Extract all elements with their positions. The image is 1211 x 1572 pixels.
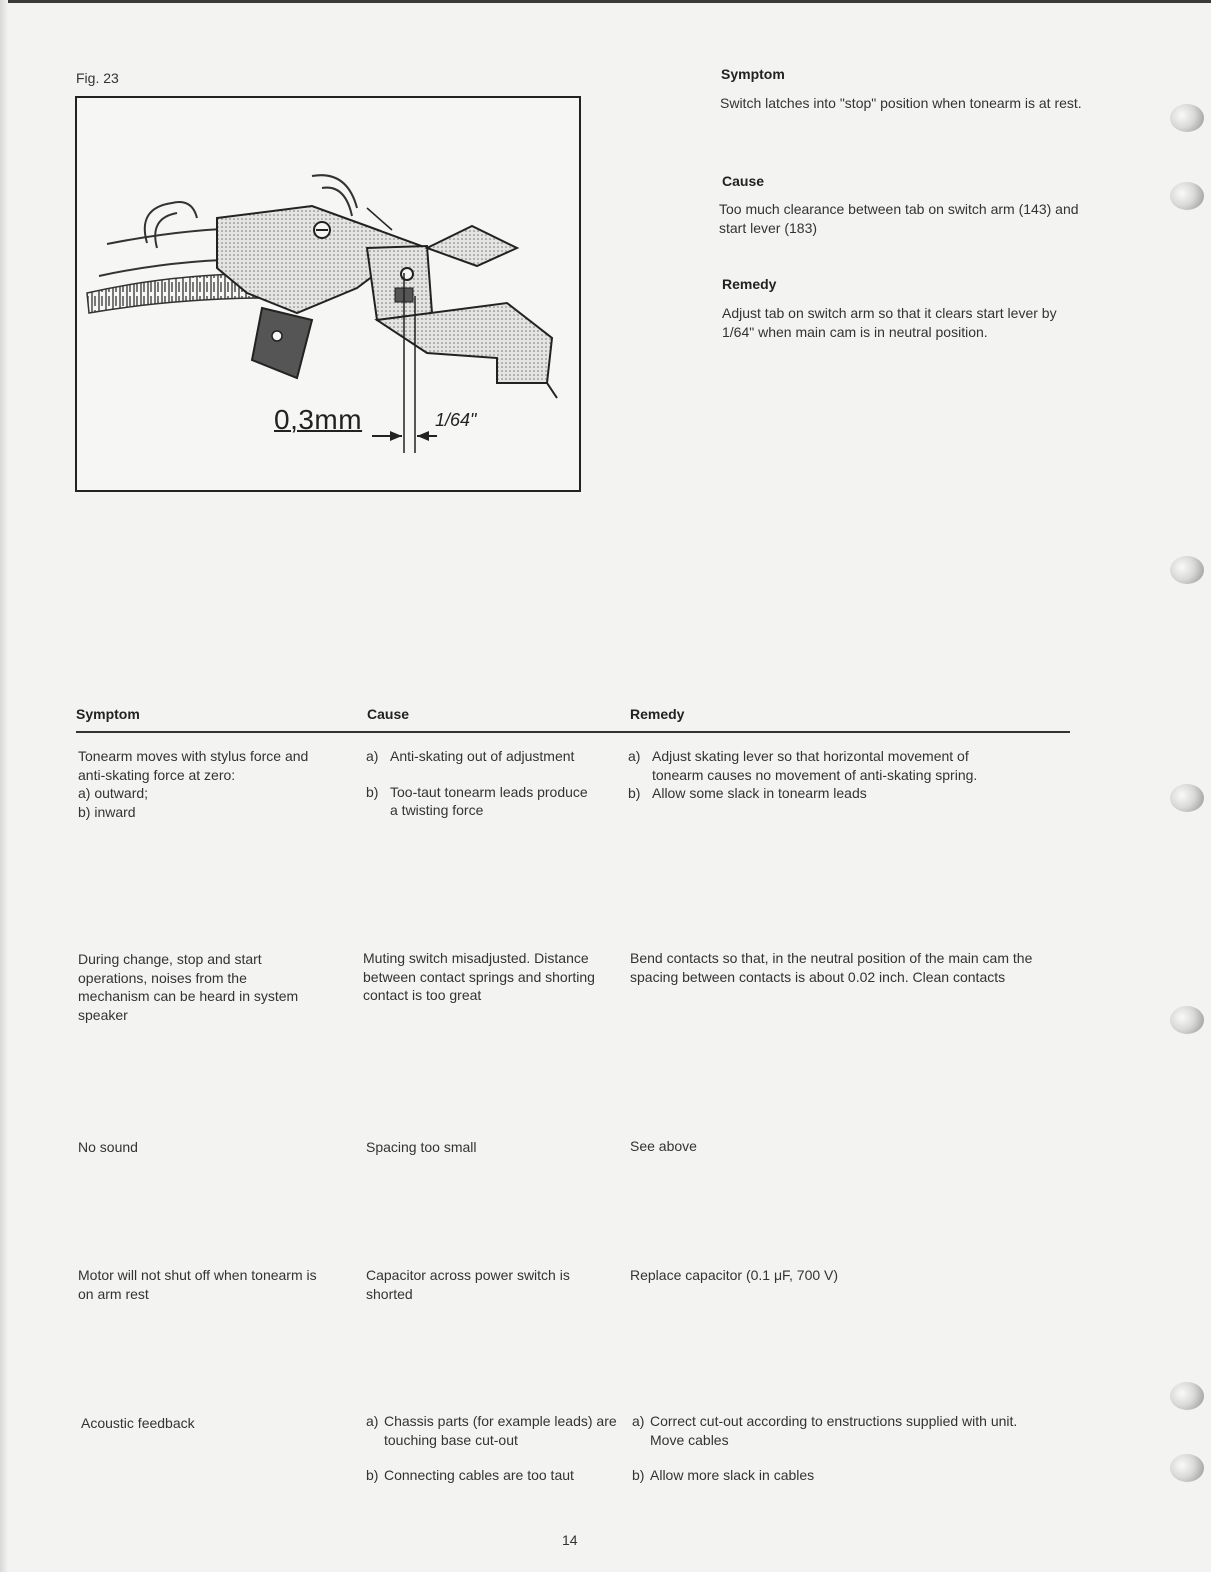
row1-remedy — [628, 747, 1018, 803]
row3-symptom: No sound — [78, 1139, 138, 1155]
row5-remedy-a-marker: a) — [632, 1413, 645, 1429]
row5-remedy-b-text: Allow more slack in cables — [650, 1467, 815, 1483]
row5-cause-b-text: Connecting cables are too taut — [384, 1467, 574, 1483]
column-header-cause: Cause — [367, 706, 410, 722]
row5-symptom: Acoustic feedback — [81, 1415, 195, 1431]
row1-symptom-a: a) outward; — [78, 785, 149, 801]
side-cause-heading: Cause — [722, 173, 765, 189]
binding-shadow — [0, 0, 8, 1572]
row1-remedy-b-marker: b) — [628, 785, 641, 801]
side-symptom-text: Switch latches into "stop" position when tonearm is at rest. — [720, 95, 1082, 111]
punch-hole — [1170, 556, 1204, 584]
header-rule — [76, 731, 1070, 733]
row1-remedy-a — [628, 747, 1018, 784]
side-remedy-heading: Remedy — [722, 276, 777, 292]
row1-remedy-a-marker: a) — [628, 748, 641, 764]
row2-remedy: Bend contacts so that, in the neutral position of the main cam the spacing between contacts is about 0.02 inch. Clean contacts — [630, 950, 1033, 985]
figure-label: Fig. 23 — [76, 70, 119, 86]
column-header-remedy: Remedy — [630, 706, 685, 722]
page-number: 14 — [562, 1532, 578, 1548]
row1-cause — [366, 747, 596, 820]
side-cause-text: Too much clearance between tab on switch arm (143) and start lever (183) — [719, 201, 1079, 236]
dimension-inch-label: 1/64" — [435, 410, 477, 430]
row5-cause-b — [366, 1466, 621, 1485]
row2-symptom: During change, stop and start operations, noises from the mechanism can be heard in system speaker — [78, 951, 299, 1023]
row3-cause: Spacing too small — [366, 1139, 477, 1155]
row3-remedy: See above — [630, 1138, 697, 1154]
row5-cause — [366, 1412, 621, 1485]
column-header-symptom: Symptom — [76, 706, 140, 722]
top-edge-rule — [0, 0, 1211, 3]
row1-cause-a-marker: a) — [366, 748, 379, 764]
row5-remedy-b — [632, 1466, 1052, 1485]
row5-cause-b-marker: b) — [366, 1467, 379, 1483]
punch-hole — [1170, 182, 1204, 210]
punch-hole — [1170, 104, 1204, 132]
row1-cause-b-text: Too-taut tonearm leads produce a twisting force — [390, 783, 588, 818]
row1-remedy-b — [628, 784, 1018, 803]
side-remedy-text: Adjust tab on switch arm so that it clears start lever by 1/64" when main cam is in neutral position. — [722, 305, 1057, 340]
row4-remedy: Replace capacitor (0.1 μF, 700 V) — [630, 1267, 839, 1283]
row1-symptom-text: Tonearm moves with stylus force and anti-skating force at zero: — [78, 748, 309, 783]
row1-remedy-a-text: Adjust skating lever so that horizontal movement of tonearm causes no movement of anti-skating spring. — [652, 748, 978, 783]
punch-hole — [1170, 1454, 1204, 1482]
row5-cause-a — [366, 1412, 621, 1449]
row1-cause-b-marker: b) — [366, 783, 379, 800]
side-symptom-heading: Symptom — [721, 66, 785, 82]
dimension-mm-label: 0,3mm — [274, 404, 363, 435]
row5-cause-a-marker: a) — [366, 1413, 379, 1429]
row1-cause-b — [366, 783, 596, 820]
row5-cause-a-text: Chassis parts (for example leads) are touching base cut-out — [384, 1413, 617, 1448]
row5-remedy-a — [632, 1412, 1052, 1449]
row5-remedy — [632, 1412, 1052, 1485]
row4-symptom: Motor will not shut off when tonearm is on arm rest — [78, 1267, 317, 1302]
row1-cause-a — [366, 747, 596, 766]
row1-cause-a-text: Anti-skating out of adjustment — [390, 748, 575, 764]
punch-hole — [1170, 1382, 1204, 1410]
figure-23-illustration — [75, 96, 581, 492]
row4-cause: Capacitor across power switch is shorted — [366, 1267, 570, 1302]
punch-hole — [1170, 1006, 1204, 1034]
row5-remedy-a-text: Correct cut-out according to enstructions supplied with unit. Move cables — [650, 1413, 1018, 1448]
row1-symptom-b: b) inward — [78, 803, 136, 820]
punch-hole — [1170, 784, 1204, 812]
row5-remedy-b-marker: b) — [632, 1467, 645, 1483]
row1-symptom — [78, 747, 328, 821]
row1-remedy-b-text: Allow some slack in tonearm leads — [652, 785, 867, 801]
row2-cause: Muting switch misadjusted. Distance between contact springs and shorting contact is too great — [363, 950, 595, 1003]
